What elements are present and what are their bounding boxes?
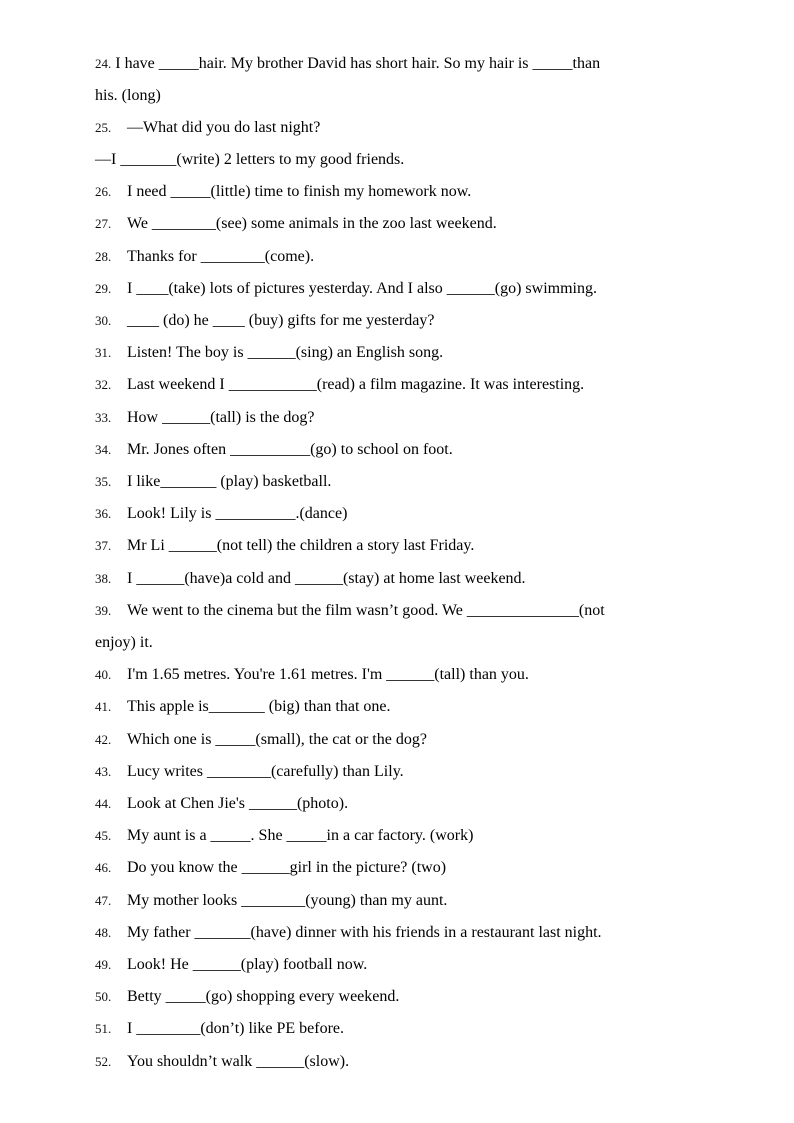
question-32	[95, 369, 705, 401]
question-number: 39.	[95, 603, 112, 618]
question-45	[95, 820, 705, 852]
question-text: his. (long)	[95, 87, 161, 104]
question-text: —I _______(write) 2 letters to my good friends.	[95, 151, 405, 168]
question-number: 29.	[95, 281, 112, 296]
question-text: —What did you do last night?	[127, 119, 321, 136]
question-number: 44.	[95, 796, 112, 811]
question-text: My aunt is a _____. She _____in a car factory. (work)	[127, 827, 474, 844]
question-number: 41.	[95, 699, 112, 714]
question-number: 34.	[95, 442, 112, 457]
question-31	[95, 337, 705, 369]
question-number: 51.	[95, 1021, 112, 1036]
question-number: 24.	[95, 56, 112, 71]
question-text: enjoy) it.	[95, 634, 153, 651]
question-text: I need _____(little) time to finish my homework now.	[127, 183, 472, 200]
question-number: 26.	[95, 184, 112, 199]
question-text: We went to the cinema but the film wasn’t good. We ______________(not	[127, 602, 605, 619]
question-text: Last weekend I ___________(read) a film magazine. It was interesting.	[127, 376, 585, 393]
question-number: 30.	[95, 313, 112, 328]
question-number: 38.	[95, 571, 112, 586]
question-34	[95, 434, 705, 466]
question-number: 35.	[95, 474, 112, 489]
question-text: I like_______ (play) basketball.	[127, 473, 332, 490]
question-44	[95, 788, 705, 820]
question-number: 31.	[95, 345, 112, 360]
question-text: I'm 1.65 metres. You're 1.61 metres. I'm ______(tall) than you.	[127, 666, 529, 683]
question-text: Look! Lily is __________.(dance)	[127, 505, 348, 522]
question-number: 52.	[95, 1054, 112, 1069]
question-number: 32.	[95, 377, 112, 392]
question-39-line1	[95, 595, 705, 627]
question-46	[95, 852, 705, 884]
question-25-line2	[95, 144, 705, 176]
question-50	[95, 981, 705, 1013]
question-text: Thanks for ________(come).	[127, 248, 315, 265]
question-38	[95, 563, 705, 595]
question-text: Mr. Jones often __________(go) to school on foot.	[127, 441, 453, 458]
question-35	[95, 466, 705, 498]
question-text: I ____(take) lots of pictures yesterday. And I also ______(go) swimming.	[127, 280, 597, 297]
question-27	[95, 208, 705, 240]
question-number: 50.	[95, 989, 112, 1004]
question-number: 46.	[95, 860, 112, 875]
question-47	[95, 885, 705, 917]
question-36	[95, 498, 705, 530]
question-text: Listen! The boy is ______(sing) an English song.	[127, 344, 444, 361]
question-52	[95, 1046, 705, 1078]
question-24-line1	[95, 48, 705, 80]
question-33	[95, 402, 705, 434]
question-text: Look at Chen Jie's ______(photo).	[127, 795, 349, 812]
question-text: This apple is_______ (big) than that one.	[127, 698, 391, 715]
question-text: My mother looks ________(young) than my aunt.	[127, 892, 448, 909]
question-49	[95, 949, 705, 981]
question-37	[95, 530, 705, 562]
question-26	[95, 176, 705, 208]
question-number: 49.	[95, 957, 112, 972]
question-text: Mr Li ______(not tell) the children a story last Friday.	[127, 537, 475, 554]
question-number: 28.	[95, 249, 112, 264]
question-29	[95, 273, 705, 305]
question-text: We ________(see) some animals in the zoo last weekend.	[127, 215, 497, 232]
question-text: Which one is _____(small), the cat or the dog?	[127, 731, 427, 748]
question-text: You shouldn’t walk ______(slow).	[127, 1053, 350, 1070]
question-39-line2	[95, 627, 705, 659]
question-48	[95, 917, 705, 949]
question-40	[95, 659, 705, 691]
question-41	[95, 691, 705, 723]
question-number: 48.	[95, 925, 112, 940]
question-number: 37.	[95, 538, 112, 553]
question-24-line2	[95, 80, 705, 112]
question-number: 42.	[95, 732, 112, 747]
question-text: Lucy writes ________(carefully) than Lily.	[127, 763, 404, 780]
question-number: 33.	[95, 410, 112, 425]
question-28	[95, 241, 705, 273]
question-number: 36.	[95, 506, 112, 521]
question-25-line1	[95, 112, 705, 144]
question-number: 43.	[95, 764, 112, 779]
question-number: 40.	[95, 667, 112, 682]
question-number: 27.	[95, 216, 112, 231]
question-text: My father _______(have) dinner with his friends in a restaurant last night.	[127, 924, 602, 941]
question-42	[95, 724, 705, 756]
question-text: Look! He ______(play) football now.	[127, 956, 368, 973]
question-text: How ______(tall) is the dog?	[127, 409, 315, 426]
question-number: 47.	[95, 893, 112, 908]
question-30	[95, 305, 705, 337]
question-51	[95, 1013, 705, 1045]
question-text: I have _____hair. My brother David has short hair. So my hair is _____than	[111, 55, 601, 72]
question-number: 45.	[95, 828, 112, 843]
question-text: I ______(have)a cold and ______(stay) at home last weekend.	[127, 570, 526, 587]
question-text: Do you know the ______girl in the picture? (two)	[127, 859, 447, 876]
question-number: 25.	[95, 120, 112, 135]
question-text: ____ (do) he ____ (buy) gifts for me yesterday?	[127, 312, 435, 329]
question-text: Betty _____(go) shopping every weekend.	[127, 988, 400, 1005]
question-text: I ________(don’t) like PE before.	[127, 1020, 344, 1037]
question-43	[95, 756, 705, 788]
